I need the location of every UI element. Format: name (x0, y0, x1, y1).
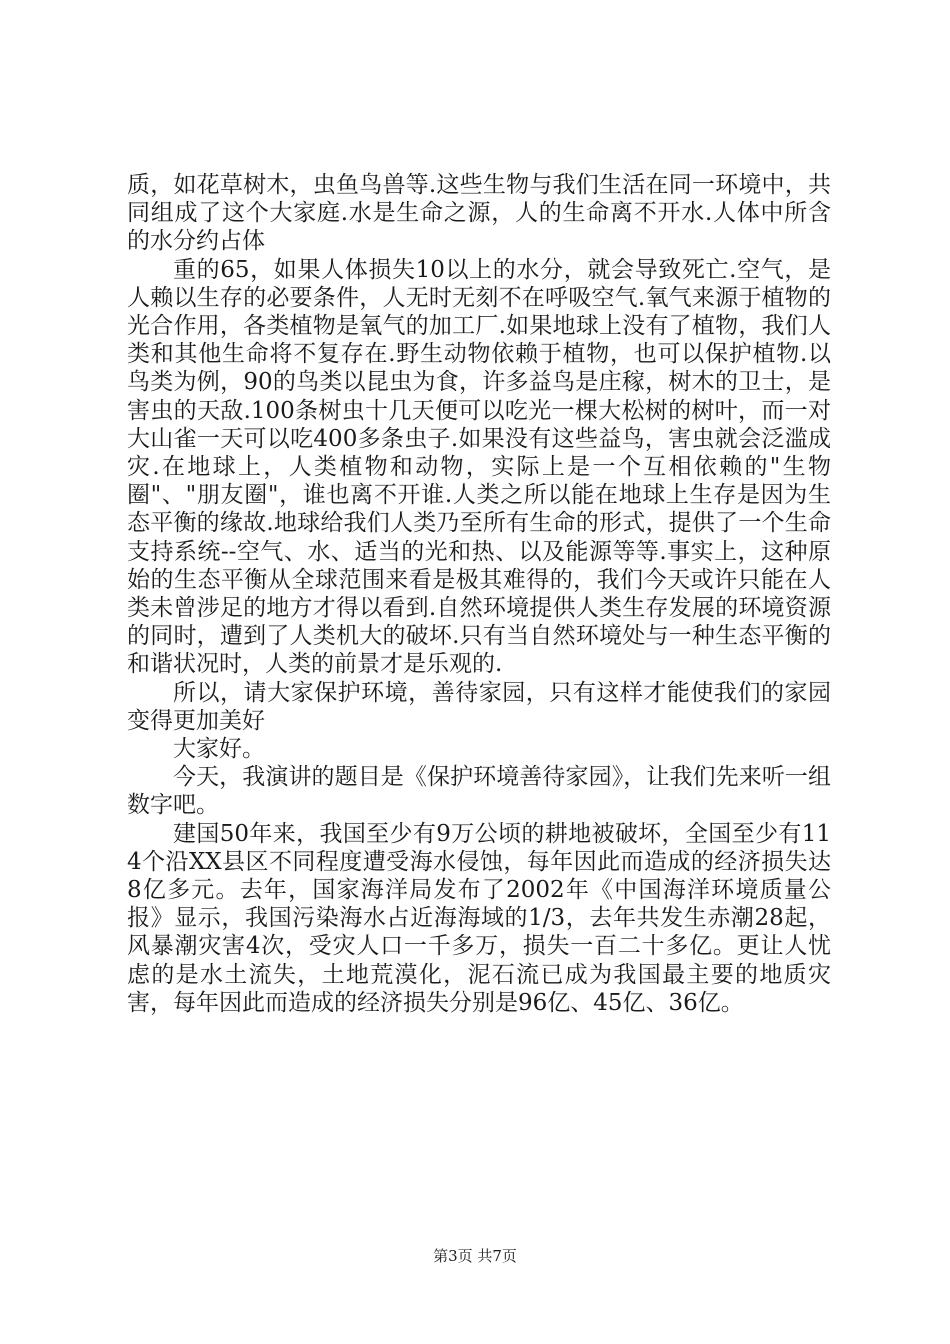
paragraph-6: 建国50年来，我国至少有9万公顷的耕地被破坏，全国至少有114个沿XX县区不同程度遭受海水侵蚀，每年因此而造成的经济损失达8亿多元。去年，国家海洋局发布了2002年《中国海洋环境质量公报》显示，我国污染海水占近海海域的1/3，去年共发生赤潮28起，风暴潮灾害4次，受灾人口一千多万，损失一百二十多亿。更让人忧虑的是水土流失，土地荒漠化，泥石流已成为我国最主要的地质灾害，每年因此而造成的经济损失分别是96亿、45亿、36亿。 (127, 820, 831, 1016)
page-footer: 第3页 共7页 (433, 1247, 517, 1265)
paragraph-4: 大家好。 (173, 736, 265, 763)
paragraph-2: 重的65，如果人体损失10以上的水分，就会导致死亡.空气，是人赖以生存的必要条件，人无时无刻不在呼吸空气.氧气来源于植物的光合作用，各类植物是氧气的加工厂.如果地球上没有了植物，我们人类和其他生命将不复存在.野生动物依赖于植物，也可以保护植物.以鸟类为例，90的鸟类以昆虫为食，许多益鸟是庄稼，树木的卫士，是害虫的天敌.100条树虫十几天便可以吃光一棵大松树的树叶，而一对大山雀一天可以吃400多条虫子.如果没有这些益鸟，害虫就会泛滥成灾.在地球上，人类植物和动物，实际上是一个互相依赖的"生物圈"、"朋友圈"，谁也离不开谁.人类之所以能在地球上生存是因为生态平衡的缘故.地球给我们人类乃至所有生命的形式，提供了一个生命支持系统--空气、水、适当的光和热、以及能源等等.事实上，这种原始的生态平衡从全球范围来看是极其难得的，我们今天或许只能在人类未曾涉足的地方才得以看到.自然环境提供人类生存发展的环境资源的同时，遭到了人类机大的破坏.只有当自然环境处与一种生态平衡的和谐状况时，人类的前景才是乐观的. (127, 256, 831, 678)
paragraph-5: 今天，我演讲的题目是《保护环境善待家园》，让我们先来听一组数字吧。 (127, 764, 831, 819)
paragraph-3: 所以，请大家保护环境，善待家园，只有这样才能使我们的家园变得更加美好 (127, 679, 831, 734)
document-body (127, 171, 831, 1017)
paragraph-1: 质，如花草树木，虫鱼鸟兽等.这些生物与我们生活在同一环境中，共同组成了这个大家庭.水是生命之源，人的生命离不开水.人体中所含的水分约占体 (127, 172, 831, 255)
